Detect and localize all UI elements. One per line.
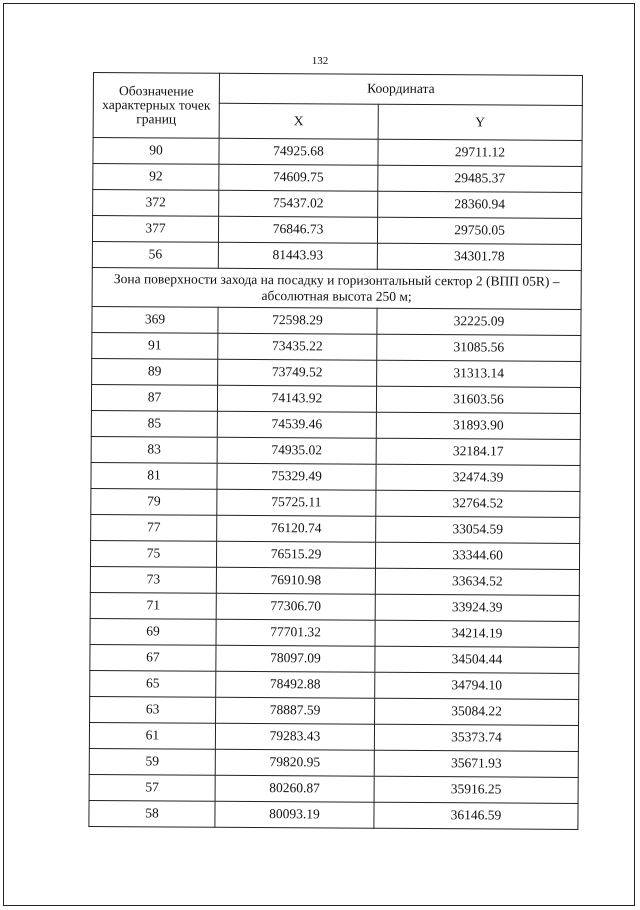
x-coordinate-cell: 78097.09 xyxy=(216,645,375,672)
table-row xyxy=(92,306,581,335)
table-row xyxy=(89,722,578,751)
y-coordinate-cell: 36146.59 xyxy=(374,802,578,829)
y-coordinate-cell: 29485.37 xyxy=(378,165,582,192)
table-row xyxy=(89,774,578,803)
x-coordinate-cell: 74609.75 xyxy=(219,164,378,191)
x-coordinate-cell: 74935.02 xyxy=(217,437,376,464)
point-cell: 56 xyxy=(92,241,218,268)
table-row xyxy=(92,358,581,387)
x-coordinate-cell: 79820.95 xyxy=(215,749,374,776)
point-cell: 87 xyxy=(91,384,217,411)
x-coordinate-cell: 72598.29 xyxy=(218,307,377,334)
y-coordinate-cell: 32474.39 xyxy=(376,464,580,491)
table-row xyxy=(93,164,582,193)
header-y: Y xyxy=(378,104,582,140)
table-row xyxy=(93,190,582,219)
point-cell: 69 xyxy=(90,618,216,645)
y-coordinate-cell: 33924.39 xyxy=(375,594,579,621)
page-number: 132 xyxy=(311,55,329,67)
point-cell: 90 xyxy=(93,138,219,165)
y-coordinate-cell: 31603.56 xyxy=(376,386,580,413)
point-cell: 71 xyxy=(90,592,216,619)
table-row xyxy=(91,514,580,543)
table-row xyxy=(90,618,579,647)
table-row xyxy=(92,241,581,270)
y-coordinate-cell: 33054.59 xyxy=(376,516,580,543)
y-coordinate-cell: 33634.52 xyxy=(375,568,579,595)
x-coordinate-cell: 75725.11 xyxy=(217,489,376,516)
table-row xyxy=(91,488,580,517)
y-coordinate-cell: 31313.14 xyxy=(377,360,581,387)
point-cell: 73 xyxy=(90,566,216,593)
point-cell: 81 xyxy=(91,462,217,489)
x-coordinate-cell: 75437.02 xyxy=(219,190,378,217)
point-cell: 92 xyxy=(93,164,219,191)
point-cell: 65 xyxy=(90,670,216,697)
y-coordinate-cell: 32184.17 xyxy=(376,438,580,465)
point-cell: 89 xyxy=(92,358,218,385)
table-row xyxy=(90,540,579,569)
y-coordinate-cell: 29750.05 xyxy=(377,217,581,244)
point-cell: 59 xyxy=(89,748,215,775)
y-coordinate-cell: 28360.94 xyxy=(378,191,582,218)
x-coordinate-cell: 74143.92 xyxy=(217,385,376,412)
y-coordinate-cell: 35671.93 xyxy=(374,750,578,777)
point-cell: 369 xyxy=(92,306,218,333)
x-coordinate-cell: 73749.52 xyxy=(218,359,377,386)
y-coordinate-cell: 29711.12 xyxy=(378,139,582,166)
y-coordinate-cell: 33344.60 xyxy=(375,542,579,569)
table-row xyxy=(91,410,580,439)
point-cell: 63 xyxy=(90,696,216,723)
table-row xyxy=(93,138,582,167)
x-coordinate-cell: 78492.88 xyxy=(216,671,375,698)
point-cell: 83 xyxy=(91,436,217,463)
point-cell: 377 xyxy=(92,216,218,243)
point-cell: 58 xyxy=(89,800,215,827)
table-row xyxy=(91,462,580,491)
x-coordinate-cell: 80093.19 xyxy=(215,801,374,828)
x-coordinate-cell: 80260.87 xyxy=(215,775,374,802)
y-coordinate-cell: 31893.90 xyxy=(376,412,580,439)
x-coordinate-cell: 76910.98 xyxy=(216,567,375,594)
x-coordinate-cell: 73435.22 xyxy=(218,333,377,360)
table-row xyxy=(89,800,578,829)
y-coordinate-cell: 34214.19 xyxy=(375,620,579,647)
y-coordinate-cell: 34794.10 xyxy=(375,672,579,699)
y-coordinate-cell: 34301.78 xyxy=(377,243,581,270)
point-cell: 57 xyxy=(89,774,215,801)
zone-title: Зона поверхности захода на посадку и горизонтальный сектор 2 (ВПП 05R) – абсолютная высота 250 м; xyxy=(92,267,581,309)
y-coordinate-cell: 31085.56 xyxy=(377,334,581,361)
x-coordinate-cell: 76846.73 xyxy=(218,216,377,243)
coordinates-table xyxy=(88,72,583,830)
x-coordinate-cell: 76515.29 xyxy=(216,541,375,568)
y-coordinate-cell: 35084.22 xyxy=(375,698,579,725)
zone-row xyxy=(92,267,581,309)
point-cell: 61 xyxy=(89,722,215,749)
y-coordinate-cell: 32764.52 xyxy=(376,490,580,517)
point-cell: 91 xyxy=(92,332,218,359)
y-coordinate-cell: 34504.44 xyxy=(375,646,579,673)
table-row xyxy=(90,670,579,699)
point-cell: 77 xyxy=(91,514,217,541)
x-coordinate-cell: 74925.68 xyxy=(219,138,378,165)
table-row xyxy=(90,566,579,595)
header-coordinate: Координата xyxy=(219,73,582,105)
x-coordinate-cell: 81443.93 xyxy=(218,242,377,269)
header-x: X xyxy=(219,103,378,139)
point-cell: 75 xyxy=(90,540,216,567)
table-row xyxy=(92,332,581,361)
table-row xyxy=(89,748,578,777)
y-coordinate-cell: 32225.09 xyxy=(377,308,581,335)
x-coordinate-cell: 76120.74 xyxy=(217,515,376,542)
table-row xyxy=(91,384,580,413)
x-coordinate-cell: 78887.59 xyxy=(216,697,375,724)
x-coordinate-cell: 79283.43 xyxy=(215,723,374,750)
point-cell: 67 xyxy=(90,644,216,671)
table-row xyxy=(91,436,580,465)
header-point-designation: Обозначение характерных точек границ xyxy=(93,73,219,139)
y-coordinate-cell: 35916.25 xyxy=(374,776,578,803)
table-row xyxy=(92,216,581,245)
table-row xyxy=(90,644,579,673)
table-row xyxy=(90,592,579,621)
x-coordinate-cell: 75329.49 xyxy=(217,463,376,490)
y-coordinate-cell: 35373.74 xyxy=(374,724,578,751)
point-cell: 79 xyxy=(91,488,217,515)
point-cell: 85 xyxy=(91,410,217,437)
x-coordinate-cell: 77306.70 xyxy=(216,593,375,620)
table-row xyxy=(90,696,579,725)
x-coordinate-cell: 74539.46 xyxy=(217,411,376,438)
x-coordinate-cell: 77701.32 xyxy=(216,619,375,646)
point-cell: 372 xyxy=(93,190,219,217)
